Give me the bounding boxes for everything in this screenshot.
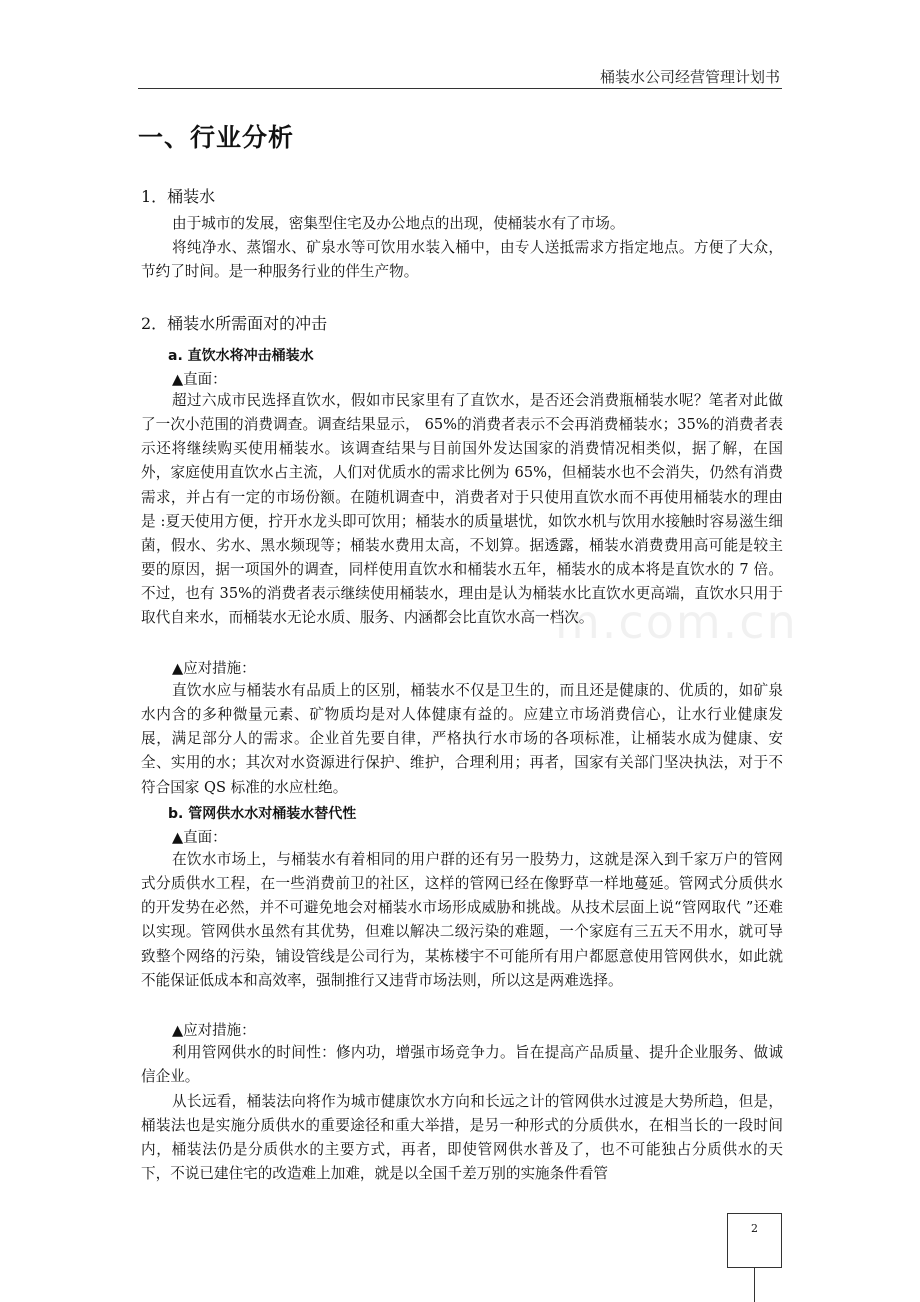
face-label: ▲直面： bbox=[172, 372, 227, 388]
sub-heading-b: b. 管网供水水对桶装水替代性 bbox=[168, 806, 357, 822]
page-number: 2 bbox=[751, 1222, 758, 1235]
header-title: 桶装水公司经营管理计划书 bbox=[599, 68, 780, 86]
paragraph: 从长远看，桶装法向将作为城市健康饮水方向和长远之计的管网供水过渡是大势所趋，但是，桶装法也是实施分质供水的重要途径和重大举措，是另一种形式的分质供水，在相当长的一段时间内，桶装法仍是分质供水的主要方式，再者，即使管网供水普及了，也不可能独占分质供水的天下，不说已建住宅的改造难上加难，就是以全国千差万别的实施条件看管 bbox=[141, 1093, 783, 1183]
paragraph: 将纯净水、蒸馏水、矿泉水等可饮用水装入桶中，由专人送抵需求方指定地点。方便了大众，节约了时间。是一种服务行业的伴生产物。 bbox=[141, 239, 783, 281]
sub-heading-a: a. 直饮水将冲击桶装水 bbox=[168, 348, 314, 364]
measure-label: ▲应对措施： bbox=[172, 1023, 256, 1039]
watermark: m.com.cn bbox=[555, 595, 798, 649]
page-number-box bbox=[727, 1213, 782, 1268]
subsection-title-1: 1．桶装水 bbox=[141, 187, 216, 206]
paragraph: 由于城市的发展，密集型住宅及办公地点的出现，使桶装水有了市场。 bbox=[172, 215, 625, 232]
section-title: 一、行业分析 bbox=[138, 123, 295, 152]
paragraph: 超过六成市民选择直饮水，假如市民家里有了直饮水，是否还会消费瓶桶装水呢？笔者对此做了一次小范围的消费调查。调查结果显示， 65%的消费者表示不会再消费桶装水；35%的消费者表示还将继续购买使用桶装水。该调查结果与目前国外发达国家的消费情况相类似，据了解，在国外，家庭使用直饮水占主流，人们对优质水的需求比例为 65%，但桶装水也不会消失，仍然有消费需求，并占有一定的市场份额。在随机调查中，消费者对于只使用直饮水而不再使用桶装水的理由是 :夏天使用方便，拧开水龙头即可饮用；桶装水的质量堪忧，如饮水机与饮用水接触时容易滋生细菌，假水、劣水、黑水频现等；桶装水费用太高，不划算。据透露，桶装水消费费用高可能是较主要的原因，据一项国外的调查，同样使用直饮水和桶装水五年，桶装水的成本将是直饮水的 7 倍。不过，也有 35%的消费者表示继续使用桶装水，理由是认为桶装水比直饮水更高端，直饮水只用于取代自来水，而桶装水无论水质、服务、内涵都会比直饮水高一档次。 bbox=[141, 392, 783, 627]
subsection-title-2: 2．桶装水所需面对的冲击 bbox=[141, 314, 328, 333]
paragraph: 直饮水应与桶装水有品质上的区别，桶装水不仅是卫生的，而且还是健康的、优质的，如矿泉水内含的多种微量元素、矿物质均是对人体健康有益的。应建立市场消费信心，让水行业健康发展，满足部分人的需求。企业首先要自律，严格执行水市场的各项标准，让桶装水成为健康、安全、实用的水；其次对水资源进行保护、维护，合理利用；再者，国家有关部门坚决执法，对于不符合国家 QS 标准的水应杜绝。 bbox=[141, 682, 783, 796]
page-header bbox=[138, 64, 782, 89]
measure-label: ▲应对措施： bbox=[172, 661, 256, 677]
paragraph: 利用管网供水的时间性：修内功，增强市场竞争力。旨在提高产品质量、提升企业服务、做诚信企业。 bbox=[141, 1044, 783, 1086]
paragraph: 在饮水市场上，与桶装水有着相同的用户群的还有另一股势力，这就是深入到千家万户的管网式分质供水工程，在一些消费前卫的社区，这样的管网已经在像野草一样地蔓延。管网式分质供水的开发势在必然，并不可避免地会对桶装水市场形成威胁和挑战。从技术层面上说“管网取代 ”还难以实现。管网供水虽然有其优势，但难以解决二级污染的难题，一个家庭有三五天不用水，就可导致整个网络的污染，铺设管线是公司行为，某栋楼宇不可能所有用户都愿意使用管网供水，如此就不能保证低成本和高效率，强制推行又违背市场法则，所以这是两难选择。 bbox=[141, 851, 783, 989]
footer-line bbox=[754, 1267, 755, 1302]
face-label: ▲直面： bbox=[172, 830, 227, 846]
